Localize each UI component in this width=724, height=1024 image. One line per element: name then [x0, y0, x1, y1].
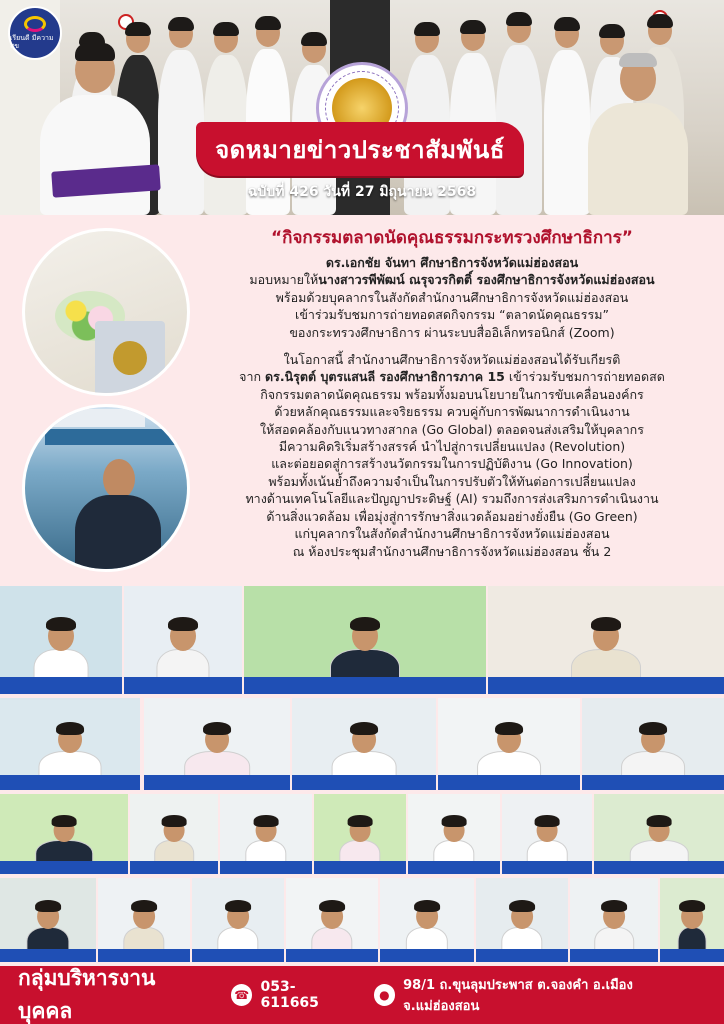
- event-photo: [0, 878, 96, 962]
- article-line: [196, 543, 708, 560]
- logo-ring-icon: [24, 16, 46, 32]
- footer-bar: [0, 966, 724, 1024]
- line-text: ให้สอดคล้องกับแนวทางสากล (Go Global) ตลอดจนส่งเสริมให้บุคลากร: [260, 421, 644, 437]
- line-text: กิจกรรมตลาดนัดคุณธรรม พร้อมทั้งมอบนโยบายในการขับเคลื่อนองค์กร: [260, 386, 644, 402]
- event-photo: [124, 586, 242, 694]
- event-photo: [292, 698, 436, 790]
- footer-address: 98/1 ถ.ขุนลุมประพาส ต.จองคำ อ.เมือง จ.แม่ฮ่องสอน: [403, 978, 633, 1014]
- line-text: ในโอกาสนี้ สำนักงานศึกษาธิการจังหวัดแม่ฮ่องสอนได้รับเกียรติ: [283, 352, 621, 368]
- desk: [244, 677, 486, 694]
- line-text: ของกระทรวงศึกษาธิการ ผ่านระบบสื่ออิเล็กทรอนิกส์ (Zoom): [289, 324, 615, 340]
- line-bold-text: นางสาวรพีพัฒน์ ณรุจวรกิตติ์ รองศึกษาธิการจังหวัดแม่ฮ่องสอน: [318, 272, 655, 288]
- article-line: [196, 289, 708, 306]
- desk: [438, 775, 580, 790]
- person-hair: [535, 815, 560, 826]
- line-text: ด้วยหลักคุณธรรมและจริยธรรม ควบคู่กับการพัฒนาการดำเนินงาน: [274, 404, 630, 420]
- line-text: ทางด้านเทคโนโลยีและปัญญาประดิษฐ์ (AI) รวมถึงการส่งเสริมการดำเนินงาน: [245, 491, 659, 507]
- person-hair: [639, 722, 667, 735]
- front-person-right: [588, 103, 688, 215]
- person-hair: [131, 900, 157, 912]
- paragraph-1: [196, 254, 708, 341]
- line-bold-text: ดร.นิรุตต์ บุตรแสนลี รองศึกษาธิการภาค 15: [265, 369, 505, 385]
- speaker-face: [103, 459, 135, 499]
- line-text: พร้อมด้วยบุคลากรในสังกัดสำนักงานศึกษาธิการจังหวัดแม่ฮ่องสอน: [275, 289, 629, 305]
- line-text: เข้าร่วมรับชมการถ่ายทอดสดกิจกรรม “ตลาดนัดคุณธรรม”: [295, 307, 609, 323]
- desk: [292, 775, 436, 790]
- desk: [144, 775, 290, 790]
- article-line: [196, 254, 708, 271]
- line-bold-text: ดร.เอกชัย จันทา ศึกษาธิการจังหวัดแม่ฮ่องสอน: [325, 255, 579, 270]
- article-line: [196, 421, 708, 438]
- article-line: [196, 324, 708, 341]
- event-photo: [502, 794, 592, 874]
- desk: [502, 861, 592, 874]
- event-photo: [286, 878, 378, 962]
- event-photo: [594, 794, 724, 874]
- person-hair: [350, 617, 380, 631]
- paragraph-2: [196, 351, 708, 560]
- newsletter-title: จดหมายข่าวประชาสัมพันธ์: [215, 135, 505, 164]
- line-text: เข้าร่วมรับชมการถ่ายทอดสด: [504, 369, 665, 385]
- article-line: [196, 508, 708, 525]
- office-sign: [25, 409, 145, 427]
- person-hair: [647, 815, 672, 826]
- person-hair: [52, 815, 77, 826]
- article-line: [196, 306, 708, 323]
- person-hair: [495, 722, 523, 735]
- location-pin-icon: ●: [374, 984, 395, 1006]
- person-hair: [225, 900, 251, 912]
- desk: [0, 677, 122, 694]
- footer-phone: 053-611665: [260, 979, 319, 1011]
- person-hair: [414, 900, 440, 912]
- desk: [570, 949, 658, 962]
- photo-circle-speaker: [22, 404, 190, 572]
- line-text: และต่อยอดสู่การสร้างนวัตกรรมในการปฏิบัติงาน (Go Innovation): [271, 456, 633, 472]
- person-hair: [348, 815, 373, 826]
- person-hair: [679, 900, 705, 912]
- article-headline: “กิจกรรมตลาดนัดคุณธรรมกระทรวงศึกษาธิการ”: [271, 228, 633, 248]
- desk: [488, 677, 724, 694]
- event-photo: [220, 794, 312, 874]
- person-hair: [254, 815, 279, 826]
- desk: [380, 949, 474, 962]
- desk: [124, 677, 242, 694]
- line-text: มีความคิดริเริ่มสร้างสรรค์ นำไปสู่การเปลี่ยนแปลง (Revolution): [278, 439, 626, 455]
- article-line: [196, 438, 708, 455]
- event-photo: [98, 878, 190, 962]
- article-line: [196, 455, 708, 472]
- issue-line: ฉบับที่ 426 วันที่ 27 มิถุนายน 2568: [247, 184, 477, 200]
- desk: [0, 861, 128, 874]
- office-sign-banner: [45, 429, 185, 445]
- person-hair: [350, 722, 378, 735]
- event-photo: [488, 586, 724, 694]
- desk: [286, 949, 378, 962]
- desk: [476, 949, 568, 962]
- person-hair: [509, 900, 535, 912]
- line-text: จาก: [239, 369, 266, 385]
- event-photo: [130, 794, 218, 874]
- photo-circle-podium: [22, 228, 190, 396]
- title-banner: [196, 122, 524, 176]
- event-photo: [0, 794, 128, 874]
- desk: [220, 861, 312, 874]
- podium-emblem-icon: [113, 341, 147, 375]
- person-hair: [319, 900, 345, 912]
- person-hair: [203, 722, 231, 735]
- event-photo: [380, 878, 474, 962]
- desk: [130, 861, 218, 874]
- desk: [314, 861, 406, 874]
- footer-department: กลุ่มบริหารงานบุคคล: [18, 966, 156, 1023]
- person-hair: [35, 900, 61, 912]
- event-photo: [408, 794, 500, 874]
- article-line: [196, 403, 708, 420]
- desk: [0, 949, 96, 962]
- event-photo: [438, 698, 580, 790]
- article-line: [196, 386, 708, 403]
- line-text: มอบหมายให้: [249, 272, 319, 288]
- event-photo: [582, 698, 724, 790]
- event-photo: [570, 878, 658, 962]
- article-line: [196, 351, 708, 368]
- person-hair: [601, 900, 627, 912]
- photo-grid: [0, 586, 724, 966]
- phone-icon: ☎: [231, 984, 252, 1006]
- person-hair: [56, 722, 84, 735]
- event-photo: [660, 878, 724, 962]
- brand-logo: [8, 6, 62, 60]
- desk: [98, 949, 190, 962]
- event-photo: [0, 698, 140, 790]
- article-line: [196, 473, 708, 490]
- event-photo: [192, 878, 284, 962]
- event-photo: [144, 698, 290, 790]
- header-group-photo: [0, 0, 724, 215]
- article-line: [196, 271, 708, 288]
- desk: [192, 949, 284, 962]
- article-line: [196, 368, 708, 385]
- line-text: พร้อมทั้งเน้นย้ำถึงความจำเป็นในการปรับตัวให้ทันต่อการเปลี่ยนแปลง: [268, 473, 636, 489]
- person-hair: [591, 617, 621, 631]
- article-line: [196, 525, 708, 542]
- event-photo: [476, 878, 568, 962]
- person-hair: [162, 815, 187, 826]
- line-text: ณ ห้องประชุมสำนักงานศึกษาธิการจังหวัดแม่ฮ่องสอน ชั้น 2: [292, 543, 612, 559]
- desk: [0, 775, 140, 790]
- desk: [582, 775, 724, 790]
- article-line: [196, 490, 708, 507]
- desk: [408, 861, 500, 874]
- speaker-suit: [75, 495, 161, 572]
- person-hair: [46, 617, 76, 631]
- line-text: แก่บุคลากรในสังกัดสำนักงานศึกษาธิการจังหวัดแม่ฮ่องสอน: [294, 526, 610, 542]
- event-photo: [314, 794, 406, 874]
- event-photo: [244, 586, 486, 694]
- line-text: ด้านสิ่งแวดล้อม เพื่อมุ่งสู่การรักษาสิ่งแวดล้อมอย่างยั่งยืน (Go Green): [266, 508, 638, 524]
- person-hair: [442, 815, 467, 826]
- desk: [660, 949, 724, 962]
- desk: [594, 861, 724, 874]
- person-hair: [168, 617, 198, 631]
- logo-text: เรียนดี มีความสุข: [10, 34, 54, 50]
- article-body: [196, 224, 708, 560]
- event-photo: [0, 586, 122, 694]
